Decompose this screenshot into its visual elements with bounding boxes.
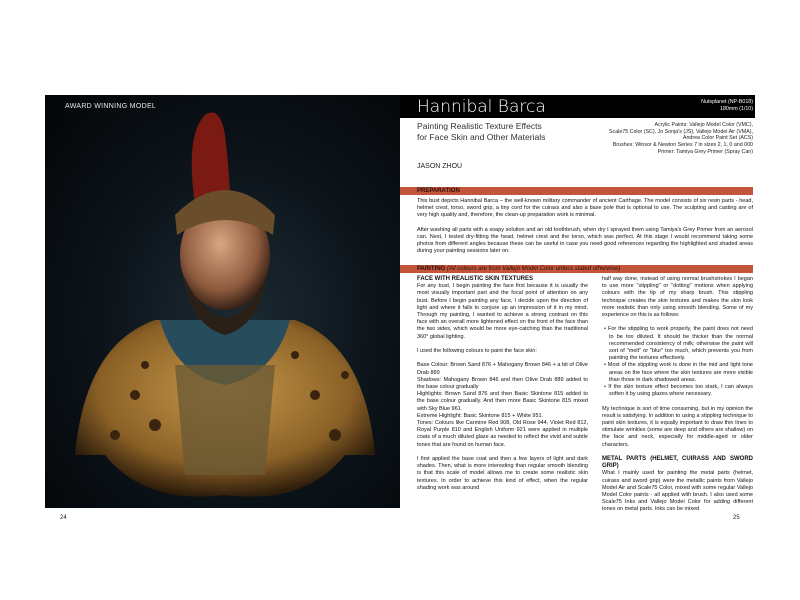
paragraph: My technique is sort of time consuming, but in my opinion the result is satisfying. In addition to using a stippling technique to paint skin textures, it is equally important to draw thin lines to stimulate wrinkles (some are deep and others are shallow) on the face and neck, especially for middle-aged or older characters. bbox=[602, 405, 753, 448]
subsection-heading: METAL PARTS (HELMET, CUIRASS AND SWORD GRIP) bbox=[602, 456, 753, 470]
paragraph: half way done, instead of using normal brushstrokes I began to use more "stippling" or "dotting" motions when applying colours with the tip of my sharp brush. This stippling technique creates the skin textures and makes the skin look more realistic than only using smooth blending. Some of my experience on this is as follows: bbox=[602, 276, 753, 319]
paragraph: After washing all parts with a soapy solution and an old toothbrush, when dry I sprayed them using Tamiya's Grey Primer from an aerosol can. Next, I tested dry-fitting the head, helmet crest and the torso, which was perfect. At this stage I would recommend taking some photos from different angles because these can be useful in case you need good references regarding the highlighted and shaded areas during your painting sessions later on. bbox=[417, 226, 753, 255]
article-subtitle bbox=[417, 121, 545, 142]
hannibal-bust-image bbox=[45, 95, 400, 508]
materials-line: Primer: Tamiya Grey Primer (Spray Can) bbox=[657, 148, 753, 155]
section-label: AWARD WINNING MODEL bbox=[65, 103, 157, 110]
colour-line: Shadows: Mahogany Brown 846 and then Olive Drab 889 added to the base colour gradually bbox=[417, 376, 588, 391]
painting-heading: PAINTING bbox=[417, 266, 446, 272]
painting-note: (All colours are from Vallejo Model Color unless stated otherwise) bbox=[446, 266, 621, 272]
page-number-right: 25 bbox=[733, 515, 740, 521]
subsection-heading: FACE WITH REALISTIC SKIN TEXTURES bbox=[417, 276, 534, 282]
kit-scale: 180mm (1/10) bbox=[720, 106, 753, 112]
preparation-text bbox=[417, 198, 753, 263]
list-item: • If the skin texture effect becomes too stark, I can always soften it by using glazes where necessary. bbox=[602, 384, 753, 398]
materials-line: Andrea Color Paint Set (ACS) bbox=[682, 135, 753, 142]
column-2 bbox=[602, 276, 753, 521]
author: JASON ZHOU bbox=[417, 163, 463, 170]
title-bar bbox=[400, 95, 755, 118]
materials-line: Scale75 Color (SC), Jo Sonja's (JS), Vallejo Model Air (VMA), bbox=[609, 128, 753, 135]
kit-maker: Nutsplanet (NP-B018) bbox=[701, 99, 753, 105]
paragraph: What I mainly used for painting the metal parts (helmet, cuirass and sword grip) were the metallic paints from Vallejo Model Air and Scale75 Color, mixed with some regular Vallejo Model Color paints - all applied with brush. I also used some Scale75 Inks and Vallejo Model Color for adding different tones on metal parts. Inks can be mixed bbox=[602, 470, 753, 513]
preparation-heading-bar bbox=[400, 187, 753, 195]
bust-photo bbox=[45, 95, 400, 508]
materials-line: Brushes: Winsor & Newton Series 7 in sizes 2, 1, 0 and 000 bbox=[612, 142, 753, 149]
paragraph: I first applied the base coat and then a few layers of light and dark shades. Then, what is more interesting than regular smooth blending is that this scale of model allows me to create some realistic skin textures. In order to achieve this kind of effect, when the regular shading work was around bbox=[417, 456, 588, 491]
materials-line: Acrylic Paints: Vallejo Model Color (VMC), bbox=[654, 122, 753, 128]
column-1 bbox=[417, 276, 588, 499]
subtitle-line: Painting Realistic Texture Effects bbox=[417, 121, 542, 131]
colour-line: Highlights: Brown Sand 876 and then Basic Skintone 815 added to the base colour gradually. And then more Basic Skintone 815 mixed with Sky Blue 961. bbox=[417, 391, 588, 412]
page-number-left: 24 bbox=[60, 515, 67, 521]
colour-line: Extreme Highlight: Basic Skintone 815 + White 951. bbox=[417, 412, 544, 419]
preparation-heading: PREPARATION bbox=[417, 188, 460, 194]
colour-line: Tones: Colours like Carmine Red 908, Old Rose 944, Violet Red 812, Royal Purple 810 and English Uniform 921 were applied in multiple coats of a much diluted glaze as needed to reflect the vivid and subtle tones that are found on human face. bbox=[417, 420, 588, 448]
kit-info bbox=[701, 99, 753, 113]
tips-list bbox=[602, 326, 753, 398]
list-item: • Most of the stippling work is done in the mid and light tone areas on the face where the skin textures are more visible than those in dark shadowed areas. bbox=[602, 362, 753, 384]
paragraph: For any bust, I begin painting the face first because it is usually the most visually important part and the focal point of attention on any bust. Before I begin painting any face, I decide upon the direction of light and where it falls to conjure up an impression of it in my mind. Through my painting, I wanted to achieve a strong contrast on this face with an overall more lightened effect on the front of the face than the two sides, which would be more eye-catching than the traditional 360° global lighting. bbox=[417, 283, 588, 340]
subtitle-line: for Face Skin and Other Materials bbox=[417, 131, 546, 142]
paragraph: I used the following colours to paint the face skin: bbox=[417, 348, 537, 355]
paragraph: This bust depicts Hannibal Barca – the well-known military commander of ancient Carthage. The model consists of six resin parts - head, helmet crest, torso, sword grip, a tiny cord for the cuirass and also a base pole that is optional to use. The sculpting and casting are of very high quality and, therefore, the clean-up preparation work is minimal. bbox=[417, 198, 753, 219]
painting-heading-bar bbox=[400, 265, 753, 273]
article-title: Hannibal Barca bbox=[417, 97, 546, 117]
colour-line: Base Colour: Brown Sand 876 + Mahogany Brown 846 + a bit of Olive Drab 889 bbox=[417, 362, 588, 376]
materials-list bbox=[609, 122, 753, 156]
list-item: • For the stippling to work properly, the paint does not need to be too diluted. It should be thicker than the normal recommended consistency of milk; otherwise the paint will sort of "melt" or "blur" too much, which prevents you from painting the textures effectively. bbox=[602, 326, 753, 362]
